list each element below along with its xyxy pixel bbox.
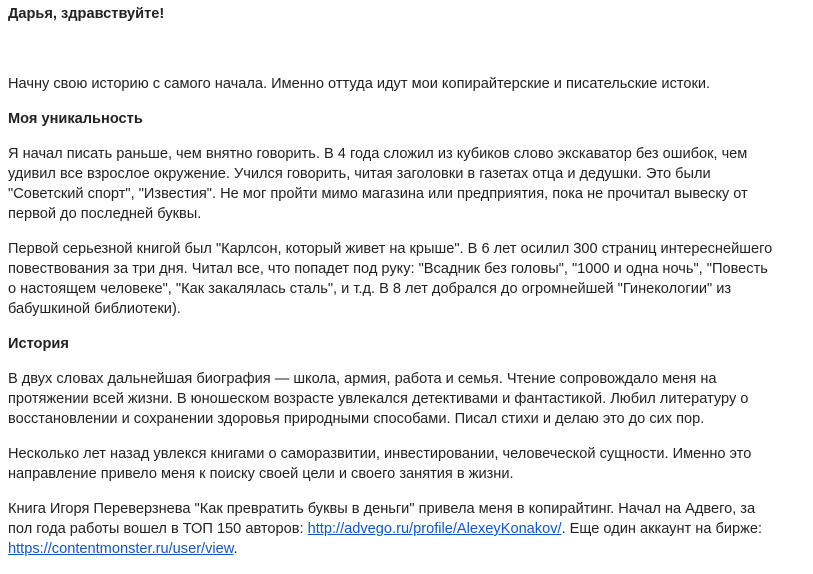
uniqueness-paragraph-2: Первой серьезной книгой был "Карлсон, который живет на крыше". В 6 лет осилил 300 страниц интереснейшего повествования за три дня. Читал все, что попадет под руку: "Всадник без головы", "1000 и одна ночь", "Повесть о настоящем человеке", "Как закалялась сталь", и т.д. В 8 лет добрался до огромнейшей "Гинекологии" из бабушкиной библиотеки). [8,241,773,317]
letter-body [8,74,776,574]
history-paragraph-3-text-b: . Еще один аккаунт на бирже: [561,521,763,537]
intro-paragraph: Начну свою историю с самого начала. Именно оттуда идут мои копирайтерские и писательские истоки. [8,76,711,92]
history-paragraph-3 [8,499,776,559]
history-paragraph-3-text-a: Книга Игоря Переверзнева "Как превратить буквы в деньги" привела меня в копирайтинг. Начал на Адвего, за пол года работы вошел в ТОП 150 авторов: [8,501,756,537]
advego-profile-link[interactable]: http://advego.ru/profile/AlexeyKonakov/ [307,521,562,537]
contentmonster-profile-link[interactable]: https://contentmonster.ru/user/view [8,541,234,557]
heading-uniqueness: Моя уникальность [8,111,143,127]
history-paragraph-2: Несколько лет назад увлекся книгами о саморазвитии, инвестировании, человеческой сущности. Именно это направление привело меня к поиску своей цели и своего занятия в жизни. [8,446,752,482]
greeting: Дарья, здравствуйте! [8,6,165,22]
uniqueness-paragraph-1: Я начал писать раньше, чем внятно говорить. В 4 года сложил из кубиков слово экскаватор без ошибок, чем удивил все взрослое окружение. Учился говорить, читая заголовки в газетах отца и дедушки. Это были "Советский спорт", "Известия". Не мог пройти мимо магазина или предприятия, пока не прочитал вывеску от первой до последней буквы. [8,146,748,222]
history-paragraph-3-text-c: . [233,541,238,557]
history-paragraph-1: В двух словах дальнейшая биография — школа, армия, работа и семья. Чтение сопровождало меня на протяжении всей жизни. В юношеском возрасте увлекался детективами и фантастикой. Любил литературу о восстановлении и сохранении здоровья природными способами. Писал стихи и делаю это до сих пор. [8,371,749,427]
heading-history: История [8,336,69,352]
